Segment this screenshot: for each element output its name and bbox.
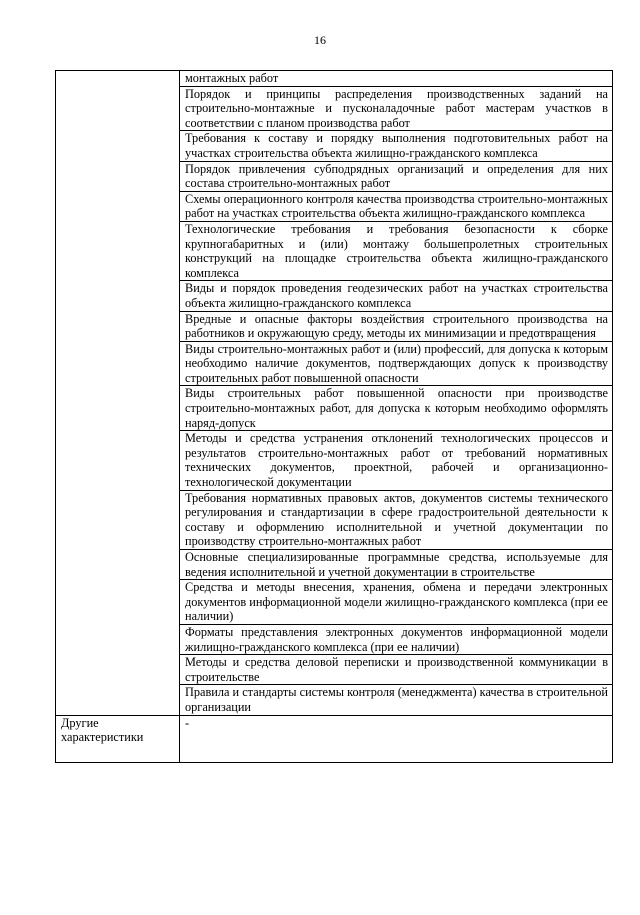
requirement-text: Методы и средства деловой переписки и производственной коммуникации в строительстве [180, 655, 613, 685]
requirement-text: Требования нормативных правовых актов, документов системы технического регулирования и стандартизации в сфере градостроительной деятельности к составу и оформлению исполнительной и учетной документации по производству строительно-монтажных работ [180, 490, 613, 549]
requirement-text: Требования к составу и порядку выполнения подготовительных работ на участках строительства объекта жилищно-гражданского комплекса [180, 131, 613, 161]
requirement-text: Форматы представления электронных документов информационной модели жилищно-гражданского комплекса (при ее наличии) [180, 624, 613, 654]
requirements-table [55, 70, 613, 763]
requirement-text: Виды строительных работ повышенной опасности при производстве строительно-монтажных работ, для допуска к которым необходимо оформлять наряд-допуск [180, 386, 613, 431]
other-characteristics-label: Другие характеристики [56, 715, 180, 762]
requirement-text: Порядок привлечения субподрядных организаций и определения для них состава строительно-монтажных работ [180, 161, 613, 191]
requirement-text: Средства и методы внесения, хранения, обмена и передачи электронных документов информационной модели жилищно-гражданского комплекса (при ее наличии) [180, 580, 613, 625]
requirement-text: Правила и стандарты системы контроля (менеджмента) качества в строительной организации [180, 685, 613, 715]
other-characteristics-value: - [180, 715, 613, 762]
requirement-text: Порядок и принципы распределения производственных заданий на строительно-монтажные и пусконаладочные работ мастерам участков в соответствии с планом производства работ [180, 86, 613, 131]
other-characteristics-row [56, 715, 613, 762]
requirement-text: Основные специализированные программные средства, используемые для ведения исполнительной и учетной документации в строительстве [180, 550, 613, 580]
requirement-text: Технологические требования и требования безопасности к сборке крупногабаритных и (или) монтажу большепролетных строительных конструкций на площадке строительства объекта жилищно-гражданского комплекса [180, 221, 613, 280]
requirement-text: Виды и порядок проведения геодезических работ на участках строительства объекта жилищно-гражданского комплекса [180, 281, 613, 311]
table-row [56, 71, 613, 87]
requirement-text: Вредные и опасные факторы воздействия строительного производства на работников и окружающую среду, методы их минимизации и предотвращения [180, 311, 613, 341]
requirement-text: Методы и средства устранения отклонений технологических процессов и результатов строительно-монтажных работ от требований нормативных технических документов, проектной, рабочей и организационно-технологической документации [180, 431, 613, 490]
requirement-text: Виды строительно-монтажных работ и (или) профессий, для допуска к которым необходимо наличие документов, подтверждающих допуск к производству строительных работ повышенной опасности [180, 341, 613, 386]
requirement-text: монтажных работ [180, 71, 613, 87]
page-number: 16 [314, 33, 326, 47]
requirement-text: Схемы операционного контроля качества производства строительно-монтажных работ на участках строительства объекта жилищно-гражданского комплекса [180, 191, 613, 221]
section-label-cell [56, 71, 180, 716]
